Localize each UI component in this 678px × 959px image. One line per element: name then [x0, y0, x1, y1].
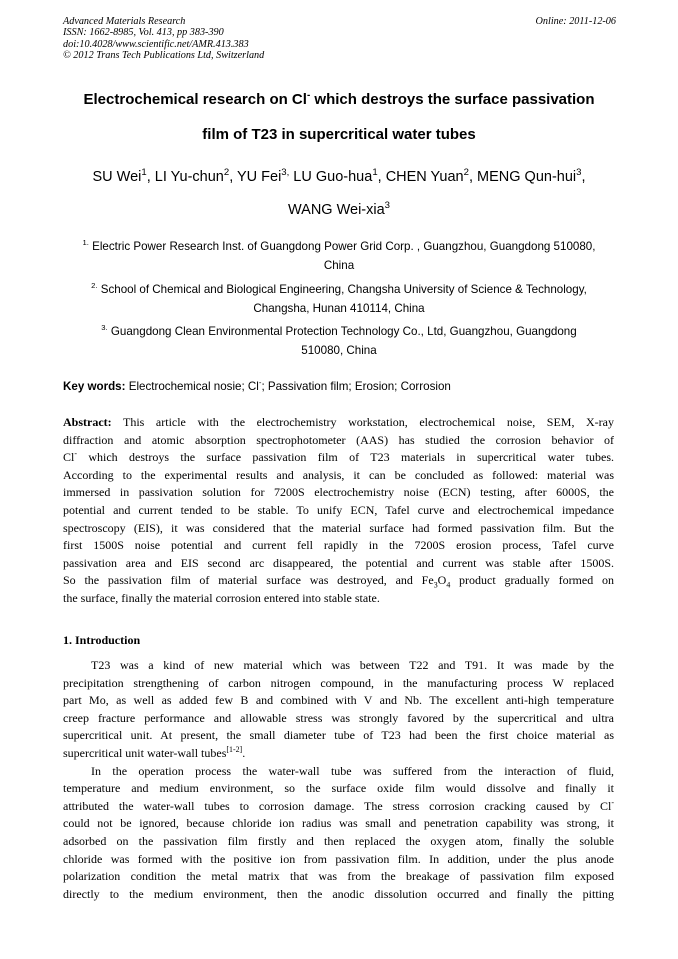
paper-title-line-2: film of T23 in supercritical water tubes — [202, 126, 476, 143]
journal-name: Advanced Materials Research — [63, 16, 186, 27]
keywords: Key words: Electrochemical nosie; Cl-; Passivation film; Erosion; Corrosion — [63, 378, 451, 393]
citation-ref: [1-2] — [226, 744, 243, 754]
introduction-body: T23 was a kind of new material which was between T22 and T91. It was made by the precipitation strengthening of carbon nitrogen compound, in the manufacturing process W replaced part Mo, as well as added few B and combined with V and Nb. The excellent anti-high temperature creep fracture performance and allowable stress was strongly favored by the supercritical and ultra supercritical unit. At present, the small diameter tube of T23 had been the first choice material as supercritical unit water-wall tubes[1-2]. In the operation process the water-wall tube was suffered from the interaction of fluid, temperature and medium environment, so the surface oxide film would dissolve and finally it attributed the water-wall tubes to corrosion damage. The stress corrosion cracking caused by Cl- could not be ignored, because chloride ion radius was small and penetration capability was strong, it adsorbed on the passivation film firstly and then replaced the oxygen atom, finally the soluble chloride was formed with the positive ion from passivation film. In addition, under the plus anode polarization condition the metal matrix that was from the breakage of passivation film exposed directly to the medium environment, then the anodic dissolution occurred and finally the pitting — [63, 658, 614, 901]
paper-title-line-1: Electrochemical research on Cl- which destroys the surface passivation — [83, 90, 595, 108]
abstract-label: Abstract: — [63, 415, 112, 429]
affiliation-3: $^{3.}$ Guangdong Clean Environmental Protection Technology Co., Ltd, Guangzhou, Guangdong 510080, China — [101, 323, 577, 357]
doi-line: doi:10.4028/www.scientific.net/AMR.413.383 — [63, 38, 249, 50]
author-list-line-2: WANG Wei-xia$^3$ — [288, 200, 390, 218]
journal-header — [63, 16, 616, 61]
abstract: Abstract: This article with the electrochemistry workstation, electrochemical noise, SEM, X-ray diffraction and atomic absorption spectrophotometer (AAS) has studied the corrosion behavior of Cl- which destroys the surface passivation film of T23 materials in supercritical water tubes. According to the experimental results and analysis, it can be concluded as followed: material was immersed in passivation solution for 7200S electrochemistry noise (ECN) testing, after 6000S, the potential and current tended to be stable. To unify ECN, Tafel curve and electrochemical impedance spectroscopy (EIS), it was considered that the material surface had formed passivation film. But the first 1500S noise potential and current fell rapidly in the 7200S erosion process, Tafel curve passivation area and EIS second arc disappeared, the potential and current was stable after 1500S. So the passivation film of material surface was destroyed, and $Fe_3O_4$ product gradually formed on the surface, finally the material corrosion entered into stable state. — [63, 415, 614, 605]
author-list: SU Wei$^1$, LI Yu-chun$^2$, YU Fei$^{3,}$ LU Guo-hua$^1$, CHEN Yuan$^2$, MENG Qun-hui$^3$, — [92, 167, 586, 185]
online-date: Online: 2011-12-06 — [535, 16, 616, 27]
affiliation-1: $^{1.}$ Electric Power Research Inst. of Guangdong Power Grid Corp. , Guangzhou, Guangdong 510080, China — [82, 238, 596, 272]
copyright-line: © 2012 Trans Tech Publications Ltd, Switzerland — [63, 49, 265, 61]
issn-line: ISSN: 1662-8985, Vol. 413, pp 383-390 — [63, 27, 224, 39]
keywords-label: Key words: — [63, 380, 126, 393]
section-heading-introduction: 1. Introduction — [63, 633, 141, 647]
affiliation-2: $^{2.}$ School of Chemical and Biological Engineering, Changsha University of Science & Technology, Changsha, Hunan 410114, China — [91, 281, 587, 315]
